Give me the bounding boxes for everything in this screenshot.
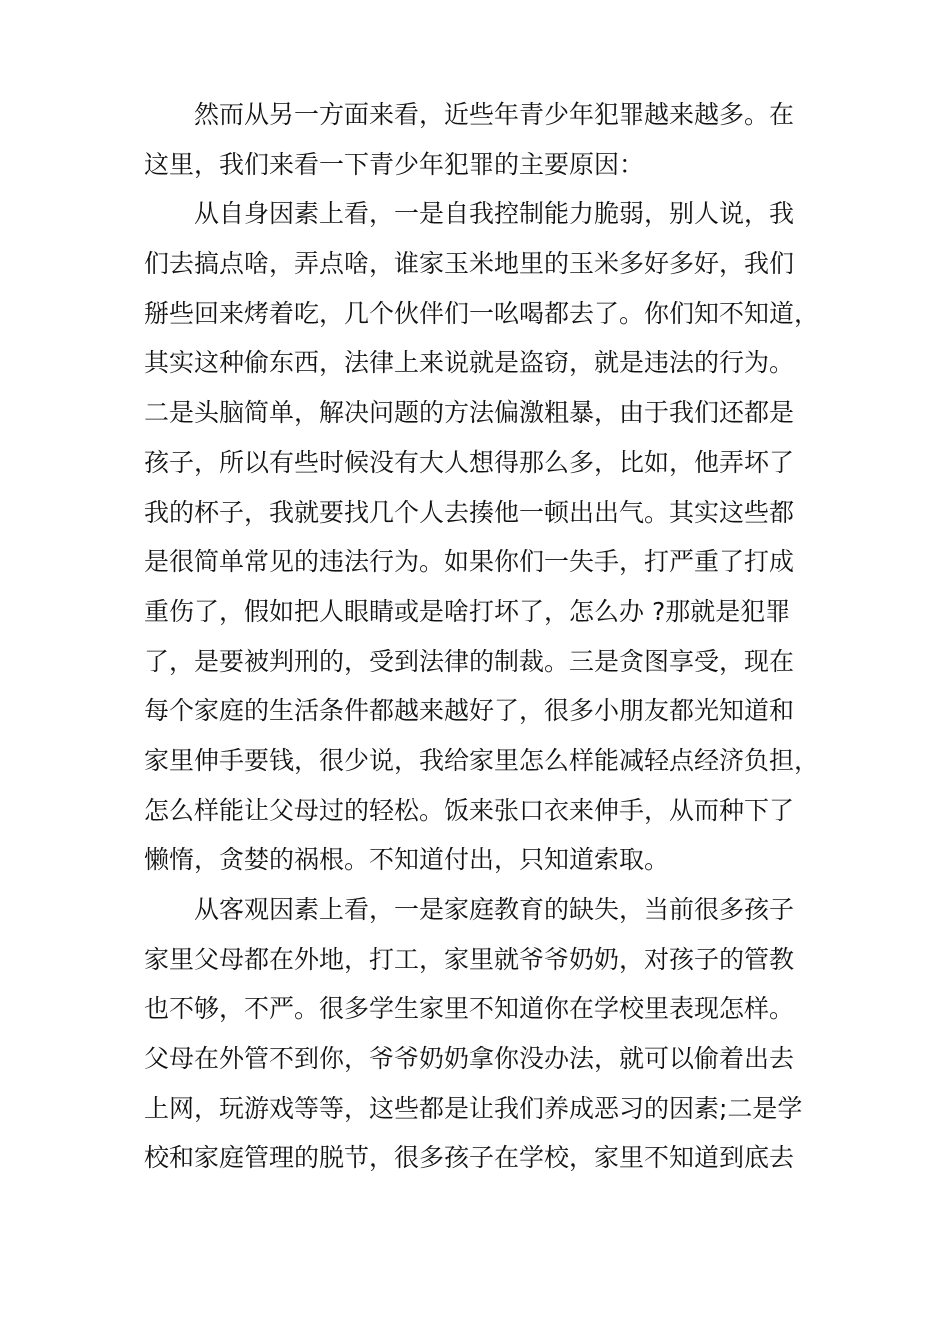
text-line: 家里伸手要钱，很少说，我给家里怎么样能减轻点经济负担，: [144, 745, 820, 775]
text-line: 从自身因素上看，一是自我控制能力脆弱，别人说，我: [194, 199, 795, 229]
text-line: 懒惰，贪婪的祸根。不知道付出，只知道索取。: [144, 845, 670, 875]
text-line: 父母在外管不到你，爷爷奶奶拿你没办法，就可以偷着出去: [144, 1044, 795, 1074]
text-line: 然而从另一方面来看，近些年青少年犯罪越来越多。在: [194, 100, 795, 129]
text-line: 家里父母都在外地，打工，家里就爷爷奶奶，对孩子的管教: [144, 944, 795, 974]
text-line: 其实这种偷东西，法律上来说就是盗窃，就是违法的行为。: [144, 348, 795, 378]
text-line: 这里，我们来看一下青少年犯罪的主要原因：: [144, 149, 645, 179]
text-line: 我的杯子，我就要找几个人去揍他一顿出出气。其实这些都: [144, 497, 795, 527]
text-line: 上网，玩游戏等等，这些都是让我们养成恶习的因素;二是学: [144, 1093, 803, 1123]
text-line: 了，是要被判刑的，受到法律的制裁。三是贪图享受，现在: [144, 646, 795, 676]
text-line: 从客观因素上看，一是家庭教育的缺失，当前很多孩子: [194, 895, 795, 924]
text-line: 怎么样能让父母过的轻松。饭来张口衣来伸手，从而种下了: [144, 795, 795, 825]
text-line: 掰些回来烤着吃，几个伙伴们一吆喝都去了。你们知不知道，: [144, 298, 820, 328]
text-line: 孩子，所以有些时候没有大人想得那么多，比如，他弄坏了: [144, 447, 795, 477]
text-line: 重伤了，假如把人眼睛或是啥打坏了，怎么办 ?那就是犯罪: [144, 596, 791, 626]
text-line: 每个家庭的生活条件都越来越好了，很多小朋友都光知道和: [144, 696, 795, 726]
body-text: [144, 90, 820, 1183]
text-line: 也不够，不严。很多学生家里不知道你在学校里表现怎样。: [144, 994, 795, 1024]
text-line: 们去搞点啥，弄点啥，谁家玉米地里的玉米多好多好，我们: [144, 249, 795, 279]
text-line: 校和家庭管理的脱节，很多孩子在学校，家里不知道到底去: [144, 1143, 795, 1173]
text-line: 是很简单常见的违法行为。如果你们一失手，打严重了打成: [144, 547, 795, 577]
text-line: 二是头脑简单，解决问题的方法偏激粗暴，由于我们还都是: [144, 398, 795, 428]
